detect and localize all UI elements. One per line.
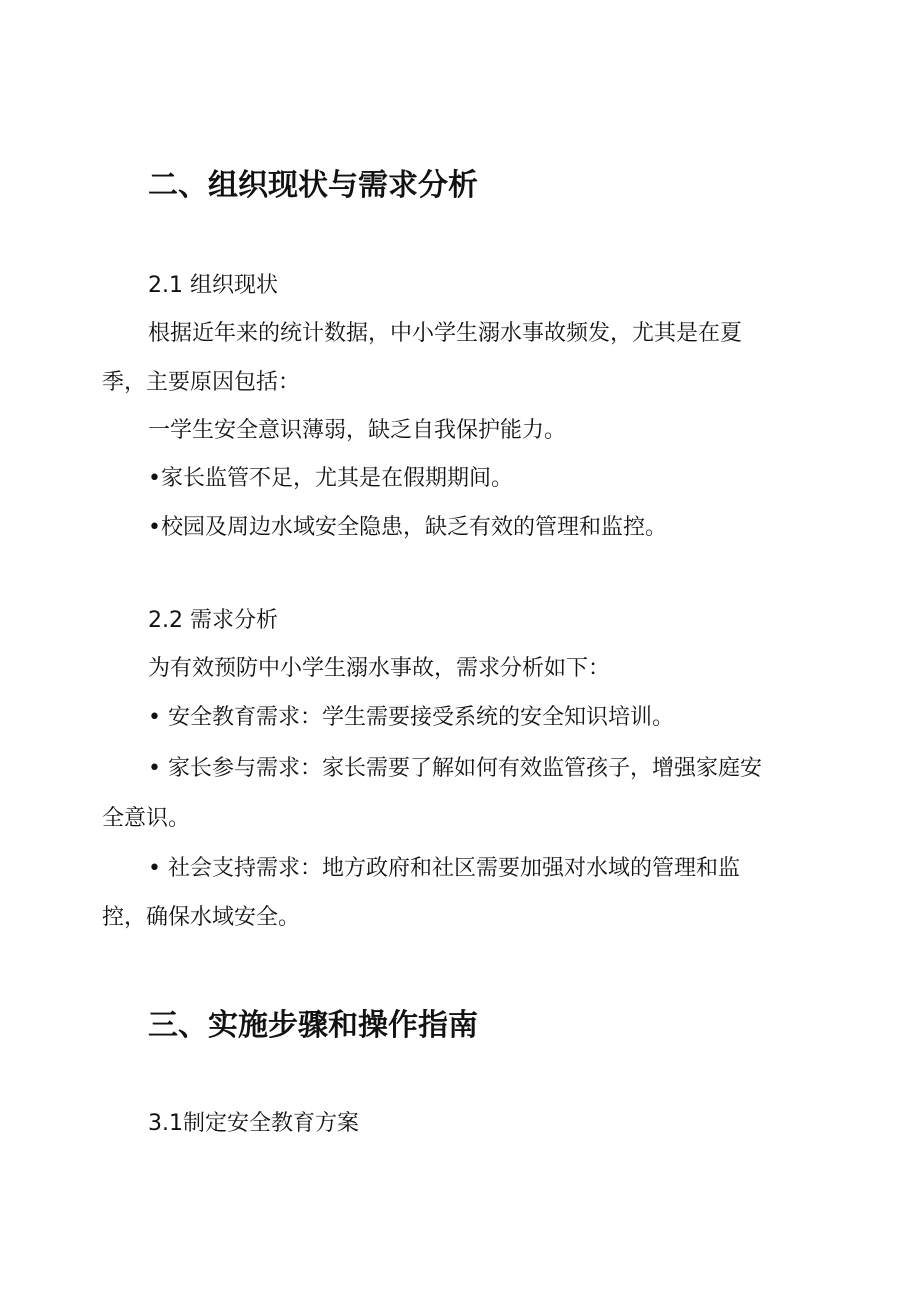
- list-item: 一学生安全意识薄弱，缺乏自我保护能力。: [148, 418, 567, 443]
- list-item-continuation: 全意识。: [102, 806, 191, 831]
- list-item: • 家长参与需求：家长需要了解如何有效监管孩子，增强家庭安: [148, 756, 762, 781]
- list-item: • 安全教育需求：学生需要接受系统的安全知识培训。: [148, 705, 674, 730]
- subsection-2-2-heading: 2.2 需求分析: [148, 608, 278, 633]
- section-2-heading: 二、组织现状与需求分析: [148, 168, 478, 203]
- list-item: •校园及周边水域安全隐患，缺乏有效的管理和监控。: [148, 515, 667, 540]
- list-item: • 社会支持需求：地方政府和社区需要加强对水域的管理和监: [148, 856, 740, 881]
- section-3-heading: 三、实施步骤和操作指南: [148, 1008, 478, 1043]
- paragraph-line: 季，主要原因包括：: [102, 370, 301, 395]
- paragraph-line: 根据近年来的统计数据，中小学生溺水事故频发，尤其是在夏: [148, 321, 743, 346]
- subsection-3-1-heading: 3.1制定安全教育方案: [148, 1111, 359, 1136]
- list-item: •家长监管不足，尤其是在假期期间。: [148, 466, 513, 491]
- subsection-2-1-heading: 2.1 组织现状: [148, 273, 278, 298]
- list-item-continuation: 控，确保水域安全。: [102, 905, 301, 930]
- paragraph-line: 为有效预防中小学生溺水事故，需求分析如下：: [148, 656, 611, 681]
